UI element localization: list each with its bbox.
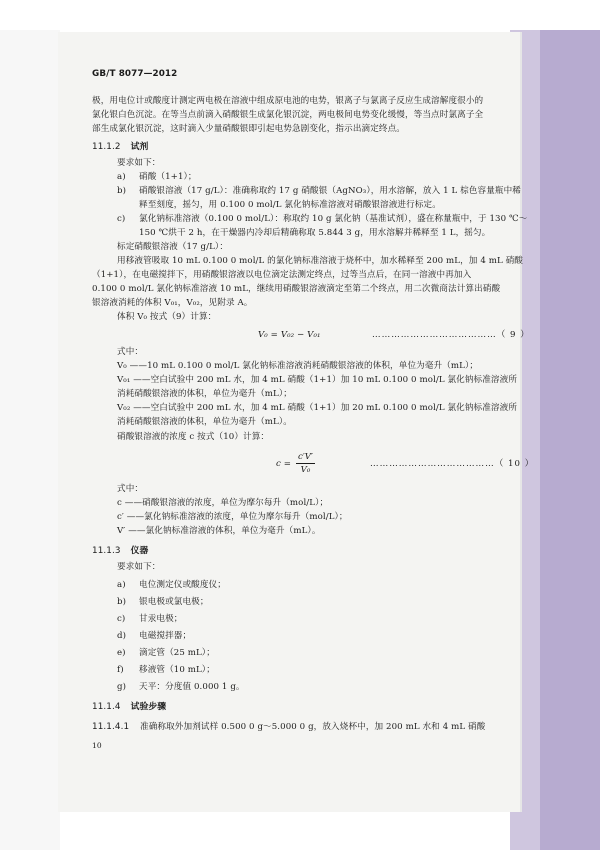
fraction-numerator: c′V′	[298, 452, 313, 462]
calibration-line-4: 银溶液消耗的体积 V₀₁，V₀₂，见附录 A。	[92, 298, 253, 308]
instrument-d: d) 电磁搅拌器；	[117, 631, 192, 641]
calibration-line-2: （1+1），在电磁搅拌下，用硝酸银溶液以电位滴定法测定终点，过等当点后，在同一溶液中再加入	[92, 270, 472, 280]
section-title: 试验步骤	[130, 702, 167, 712]
where-v0: V₀ ——10 mL 0.100 0 mol/L 氯化钠标准溶液消耗硝酸银溶液的体积，单位为毫升（mL）；	[117, 361, 479, 371]
intro-line-2: 氯化银白色沉淀。在等当点前滴入硝酸银生成氯化银沉淀，两电极间电势变化缓慢，等当点时氯离子全	[92, 110, 484, 120]
scan-background-edge-dark	[540, 30, 600, 850]
formula-9-number: …………………………………（ 9 ）	[372, 330, 530, 340]
instrument-e: e) 滴定管（25 mL）；	[117, 648, 215, 658]
instrument-g: g) 天平：分度值 0.000 1 g。	[117, 682, 245, 692]
intro-line-1: 极，用电位计或酸度计测定两电极在溶液中组成原电池的电势，银离子与氯离子反应生成溶解度很小的	[92, 96, 484, 106]
section-number: 11.1.4	[92, 702, 121, 712]
where-c: c ——硝酸银溶液的浓度，单位为摩尔每升（mol/L）；	[117, 498, 329, 508]
step-11-1-4-1	[92, 722, 485, 733]
instrument-b: b) 银电极或氯电极；	[117, 597, 209, 607]
where-v01: V₀₁ ——空白试验中 200 mL 水，加 4 mL 硝酸（1+1）加 10 mL 0.100 0 mol/L 氯化钠标准溶液所	[117, 375, 518, 385]
formula-10-fraction	[296, 452, 315, 475]
section-number: 11.1.3	[92, 546, 121, 556]
formula-10-number: …………………………………（ 10 ）	[370, 459, 535, 469]
step-number: 11.1.4.1	[92, 722, 130, 732]
section-11-1-3	[92, 546, 148, 557]
section-number: 11.1.2	[92, 142, 121, 152]
section-title: 试剂	[130, 142, 149, 152]
formula-9: V₀ = V₀₂ − V₀₁	[258, 330, 321, 340]
section-title: 仪器	[130, 546, 149, 556]
fraction-denominator: V₀	[300, 465, 311, 475]
scan-margin-left	[0, 30, 60, 850]
reagent-b: b) 硝酸银溶液（17 g/L）：准确称取约 17 g 硝酸银（AgNO₃），用水溶解，放入 1 L 棕色容量瓶中稀	[117, 186, 521, 196]
calibration-line-5: 体积 V₀ 按式（9）计算：	[117, 312, 217, 322]
instruments-intro: 要求如下：	[117, 562, 161, 572]
step-text: 准确称取外加剂试样 0.500 0 g～5.000 0 g，放入烧杯中，加 200 mL 水和 4 mL 硝酸	[140, 722, 486, 732]
reagents-intro: 要求如下：	[117, 158, 161, 168]
formula-10-lhs: c =	[276, 459, 292, 469]
page-number: 10	[92, 741, 102, 750]
instrument-f: f) 移液管（10 mL）；	[117, 665, 215, 675]
where-v-prime: V′ ——氯化钠标准溶液的体积，单位为毫升（mL）。	[117, 526, 321, 536]
where-v02: V₀₂ ——空白试验中 200 mL 水，加 4 mL 硝酸（1+1）加 20 mL 0.100 0 mol/L 氯化钠标准溶液所	[117, 403, 518, 413]
section-11-1-4	[92, 702, 166, 713]
where-v01-cont: 消耗硝酸银溶液的体积，单位为毫升（mL）；	[117, 389, 292, 399]
concentration-line: 硝酸银溶液的浓度 c 按式（10）计算：	[117, 432, 270, 442]
calibration-line-3: 0.100 0 mol/L 氯化钠标准溶液 10 mL，继续用硝酸银溶液滴定至第二个终点，用二次微商法计算出硝酸	[92, 284, 501, 294]
where-title-2: 式中：	[117, 484, 144, 494]
reagent-c-cont: 150 ℃烘干 2 h，在干燥器内冷却后精确称取 5.844 3 g，用水溶解并稀释至 1 L，摇匀。	[139, 228, 491, 238]
instrument-c: c) 甘汞电极；	[117, 614, 183, 624]
calibration-title: 标定硝酸银溶液（17 g/L）：	[117, 242, 229, 252]
reagent-b-cont: 释至刻度，摇匀，用 0.100 0 mol/L 氯化钠标准溶液对硝酸银溶液进行标定。	[139, 200, 441, 210]
standard-number: GB/T 8077—2012	[92, 69, 178, 79]
reagent-c: c) 氯化钠标准溶液（0.100 0 mol/L）：称取约 10 g 氯化钠（基准试剂），盛在称量瓶中，于 130 ℃～	[117, 214, 528, 224]
intro-line-3: 部生成氯化银沉淀，这时滴入少量硝酸银即引起电势急剧变化，指示出滴定终点。	[92, 124, 405, 134]
where-c-prime: c′ ——氯化钠标准溶液的浓度，单位为摩尔每升（mol/L）；	[117, 512, 348, 522]
instrument-a: a) 电位测定仪或酸度仪；	[117, 580, 226, 590]
calibration-line-1: 用移液管吸取 10 mL 0.100 0 mol/L 的氯化钠标准溶液于烧杯中，加水稀释至 200 mL，加 4 mL 硝酸	[117, 256, 523, 266]
reagent-a: a) 硝酸（1+1）；	[117, 172, 197, 182]
where-v02-cont: 消耗硝酸银溶液的体积，单位为毫升（mL）。	[117, 417, 292, 427]
where-title-1: 式中：	[117, 347, 144, 357]
section-11-1-2	[92, 142, 148, 153]
